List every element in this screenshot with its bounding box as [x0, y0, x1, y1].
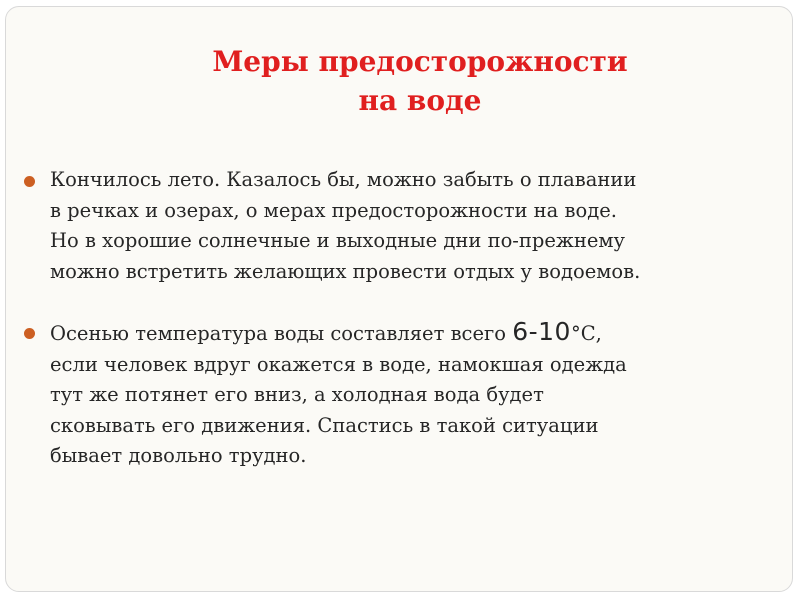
bullet-1-line-3: Но в хорошие солнечные и выходные дни по-прежнему — [50, 229, 626, 252]
slide-title — [0, 42, 800, 120]
bullet-dot-icon — [24, 328, 35, 339]
bullet-1-line-1: Кончилось лето. Казалось бы, можно забыть о плавании — [50, 168, 637, 191]
title-line-1: Меры предосторожности — [212, 45, 628, 78]
bullet-1-line-4: можно встретить желающих провести отдых у водоемов. — [50, 259, 641, 283]
bullet-dot-icon — [24, 176, 35, 187]
bullet-1-line-2: в речках и озерах, о мерах предосторожности на воде. — [50, 198, 617, 222]
bullet-2-line-1 — [50, 317, 780, 350]
bullet-2-prefix: Осенью температура воды составляет всего — [50, 322, 513, 345]
bullet-2-line-2: если человек вдруг окажется в воде, намокшая одежда — [50, 352, 627, 376]
temperature-unit: °С, — [570, 322, 602, 345]
bullet-2-line-5: бывает довольно трудно. — [50, 444, 307, 467]
title-line-2: на воде — [358, 84, 482, 117]
bullet-item-1 — [50, 165, 780, 287]
temperature-value: 6-10 — [512, 317, 571, 346]
bullet-list — [50, 165, 780, 472]
bullet-2-line-4: сковывать его движения. Спастись в такой ситуации — [50, 413, 599, 437]
bullet-item-2 — [50, 317, 780, 472]
bullet-2-line-3: тут же потянет его вниз, а холодная вода будет — [50, 383, 544, 406]
